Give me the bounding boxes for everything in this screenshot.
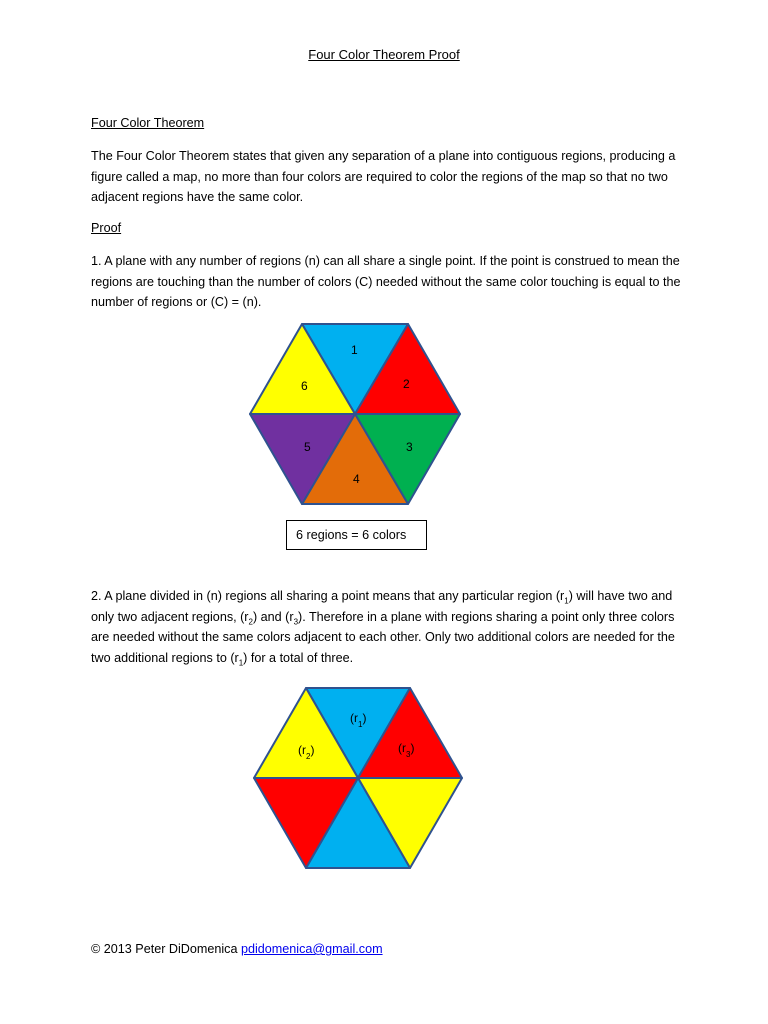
proof-heading: Proof [91, 221, 122, 235]
region-2-label: 2 [403, 377, 410, 391]
region-r3-label: $(r_3)$ [398, 741, 415, 759]
region-r2-label: $(r_2)$ [298, 743, 315, 761]
region-6-label: 6 [301, 379, 308, 393]
footer-email-link[interactable]: pdidomenica@gmail.com [240, 942, 383, 956]
region-3-label: 3 [406, 440, 413, 454]
step2-text: 2. A plane divided in (n) regions all sharing a point means that any particular region $(r_1)$ will have two and only two adjacent regions, $(r_2)$ and $(r_3)$. Therefore in a plane with regions sharing a point only three colors are needed without the same colors adjacent to each other. Only two additional colors are needed for the two additional regions to $(r_1)$ for a total of three. [91, 589, 675, 668]
theorem-text: The Four Color Theorem states that given any separation of a plane into contiguous regions, producing a figure called a map, no more than four colors are required to color the regions of the map so that no two adjacent regions have the same color. [91, 149, 676, 204]
footer-copyright: © 2013 Peter DiDomenica [91, 942, 238, 956]
proof-section [91, 218, 691, 239]
step1-text: 1. A plane with any number of regions (n) can all share a single point. If the point is construed to mean the regions are touching than the number of colors (C) needed without the same color touching is equal to the number of regions or (C) = (n). [91, 254, 681, 309]
figure-1-caption: 6 regions = 6 colors [286, 520, 427, 550]
region-5-label: 5 [304, 440, 311, 454]
step2-paragraph [91, 586, 691, 668]
theorem-section [91, 113, 691, 134]
region-4-label: 4 [353, 472, 360, 486]
theorem-paragraph [91, 146, 691, 208]
step1-paragraph [91, 251, 691, 313]
hexagon-figure-2 [246, 682, 476, 882]
section-heading: Four Color Theorem [91, 116, 205, 130]
region-r1-label: $(r_1)$ [350, 711, 367, 729]
region-1-label: 1 [351, 343, 358, 357]
page-title: Four Color Theorem Proof [308, 47, 460, 62]
hexagon-figure-1 [240, 318, 480, 518]
footer [91, 942, 383, 956]
